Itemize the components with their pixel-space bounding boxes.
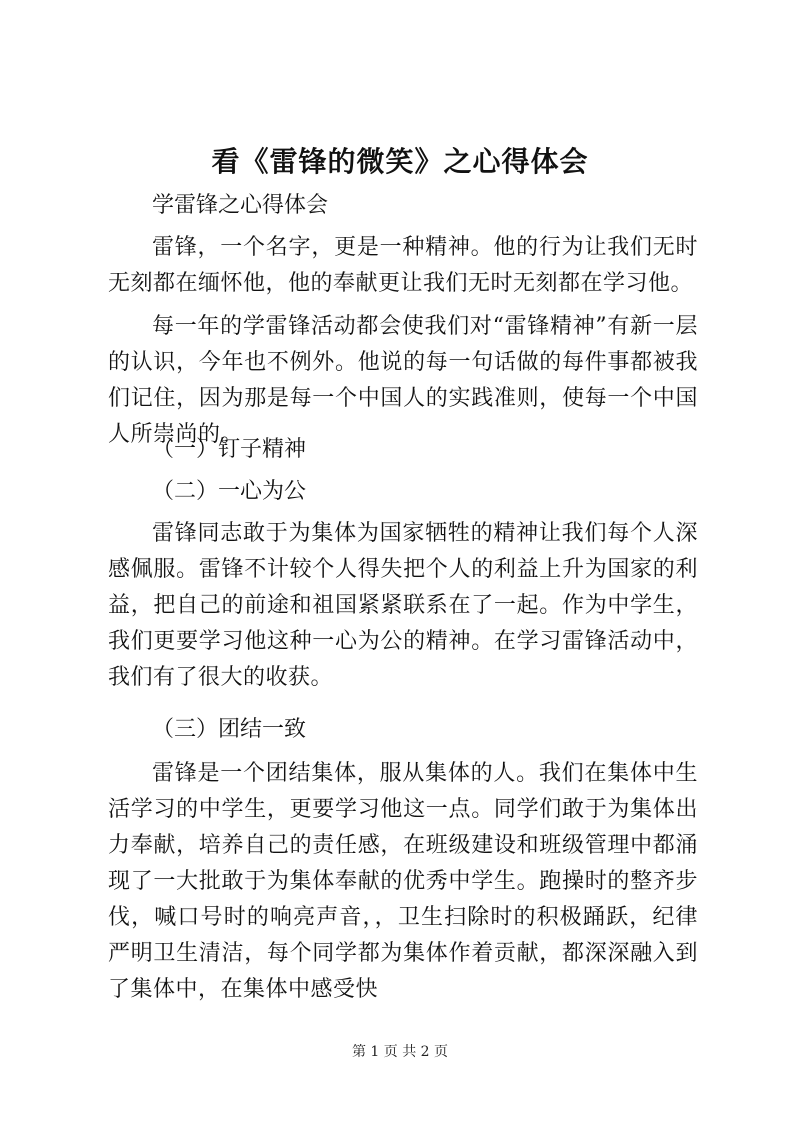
paragraph-annual-activity: 每一年的学雷锋活动都会使我们对“雷锋精神”有新一层的认识，今年也不例外。他说的每一句话做的每件事都被我们记住，因为那是每一个中国人的实践准则，使每一个中国人所崇尚的。 <box>108 314 698 447</box>
section-heading-3: （三）团结一致 <box>152 717 307 742</box>
section-heading-1: （一）钉子精神 <box>152 437 307 462</box>
paragraph-intro: 雷锋，一个名字，更是一种精神。他的行为让我们无时无刻都在缅怀他，他的奉献更让我们无时无刻都在学习他。 <box>108 235 698 296</box>
page-footer: 第 1 页 共 2 页 <box>351 1044 449 1060</box>
document-title: 看《雷锋的微笑》之心得体会 <box>211 145 589 178</box>
section-2-paragraph: 雷锋同志敢于为集体为国家牺牲的精神让我们每个人深感佩服。雷锋不计较个人得失把个人的利益上升为国家的利益，把自己的前途和祖国紧紧联系在了一起。作为中学生，我们更要学习他这种一心为公的精神。在学习雷锋活动中，我们有了很大的收获。 <box>108 521 698 690</box>
document-subtitle: 学雷锋之心得体会 <box>152 193 329 218</box>
section-heading-2: （二）一心为公 <box>152 479 307 504</box>
section-3-paragraph: 雷锋是一个团结集体，服从集体的人。我们在集体中生活学习的中学生，更要学习他这一点。同学们敢于为集体出力奉献，培养自己的责任感，在班级建设和班级管理中都涌现了一大批敢于为集体奉献的优秀中学生。跑操时的整齐步伐，喊口号时的响亮声音，，卫生扫除时的积极踊跃，纪律严明卫生清洁，每个同学都为集体作着贡献，都深深融入到了集体中，在集体中感受快 <box>108 761 698 1002</box>
